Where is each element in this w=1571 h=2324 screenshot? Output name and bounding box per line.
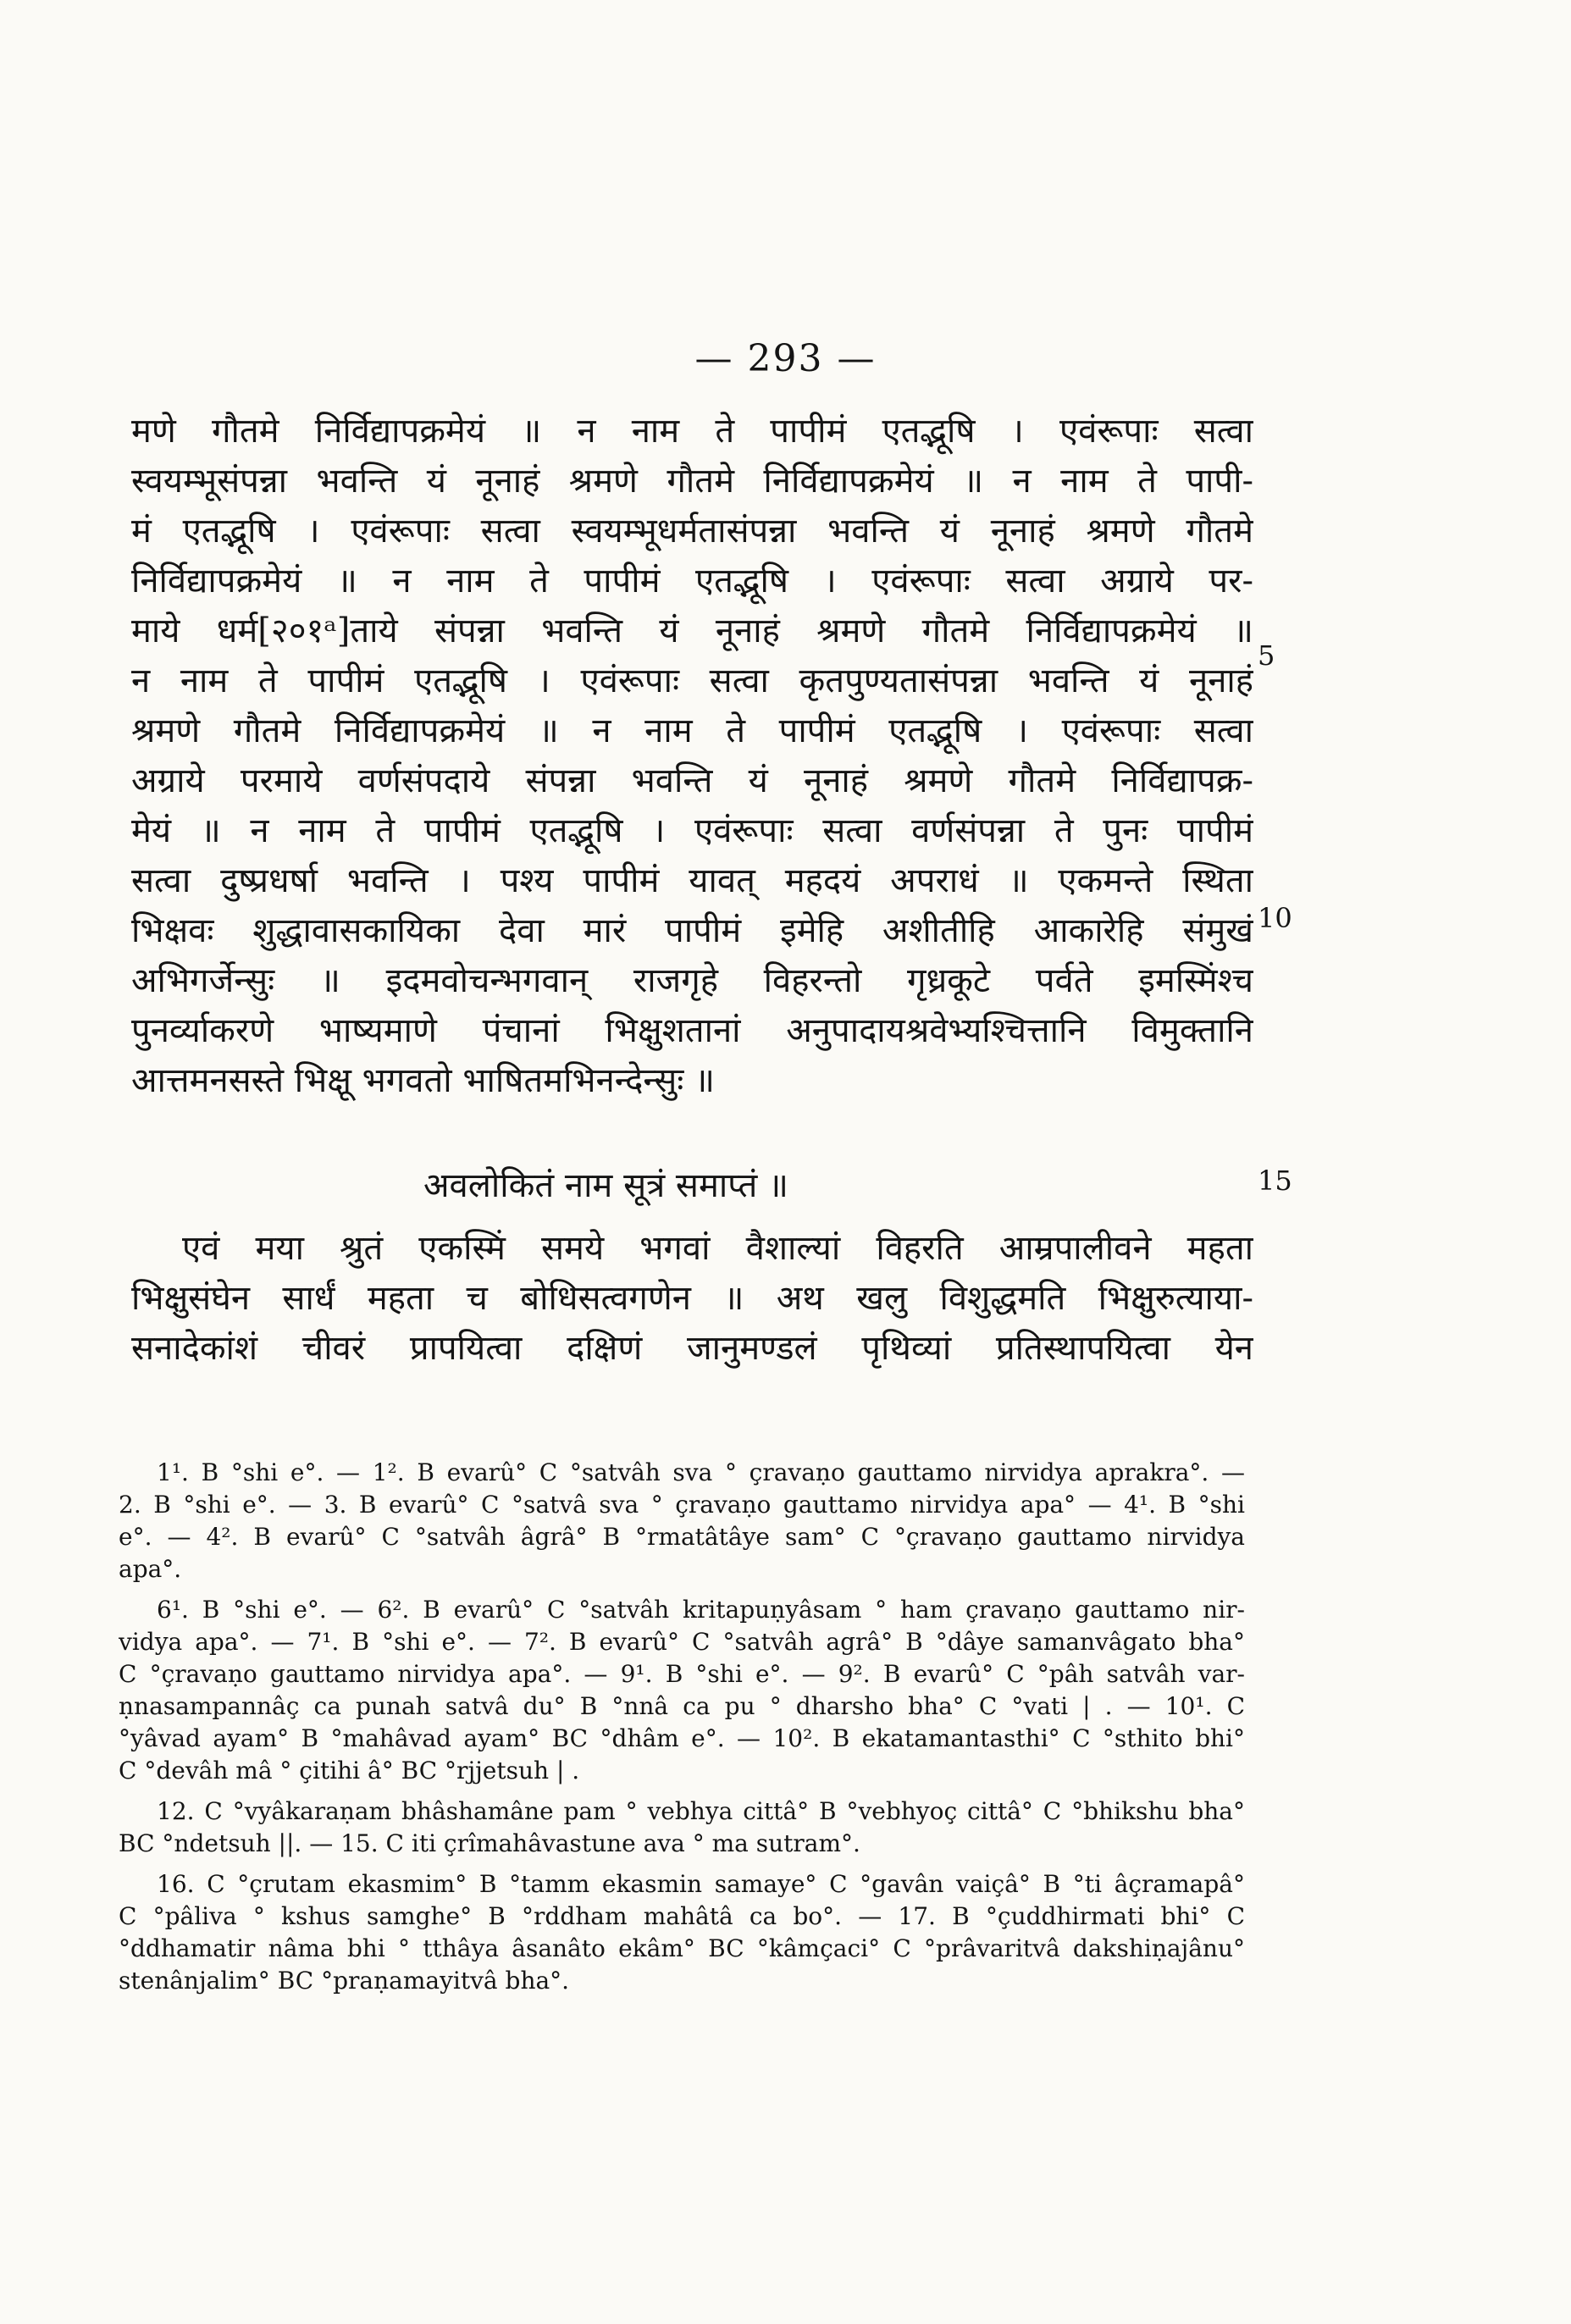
text-line: अभिगर्जेन्सुः ॥ इदमवोचन्भगवान् राजगृहे विहरन्तो गृध्रकूटे पर्वते इमस्मिंश्च [131, 961, 1253, 1000]
text-line: श्रमणे गौतमे निर्विद्यापक्रमेयं ॥ न नाम ते पापीमं एतद्भूषि । एवंरूपाः सत्वा [131, 711, 1253, 750]
main-text-paragraph-2 [131, 1224, 1253, 1374]
footnote-line: °yâvad ayam° B °mahâvad ayam° BC °dhâm e°. — 10². B ekatamantasthi° C °sthito bhi° [119, 1724, 1245, 1752]
footnote-line: BC °ndetsuh ||. — 15. C iti çrîmahâvastune ava ° ma sutram°. [119, 1829, 860, 1857]
footnotes [119, 1457, 1245, 2006]
text-line: भिक्षुसंघेन सार्धं महता च बोधिसत्वगणेन ॥ अथ खलु विशुद्धमति भिक्षुरुत्याया- [131, 1279, 1253, 1318]
text-line: अग्राये परमाये वर्णसंपदाये संपन्ना भवन्ति यं नूनाहं श्रमणे गौतमे निर्विद्यापक्र- [131, 761, 1253, 800]
text-line: माये धर्म[२०१ᵃ]ताये संपन्ना भवन्ति यं नूनाहं श्रमणे गौतमे निर्विद्यापक्रमेयं ॥ [131, 611, 1253, 650]
sutra-colophon-heading: अवलोकितं नाम सूत्रं समाप्तं ॥ [423, 1166, 789, 1205]
text-line: पुनर्व्याकरणे भाष्यमाणे पंचानां भिक्षुशतानां अनुपादायश्रवेभ्यश्चित्तानि विमुक्तानि [131, 1011, 1253, 1050]
footnote-line: °ddhamatir nâma bhi ° tthâya âsanâto ekâm° BC °kâmçaci° C °prâvaritvâ dakshiṇajânu° [119, 1934, 1245, 1962]
footnote-line: e°. — 4². B evarû° C °satvâh âgrâ° B °rmatâtâye sam° C °çravaṇo gauttamo nirvidya [119, 1523, 1245, 1551]
line-number: 15 [1258, 1165, 1292, 1197]
footnote-line: 2. B °shi e°. — 3. B evarû° C °satvâ sva ° çravaṇo gauttamo nirvidya apa° — 4¹. B °shi [119, 1491, 1245, 1519]
footnote-line: ṇnasampannâç ca punah satvâ du° B °nnâ ca pu ° dharsho bha° C °vati | . — 10¹. C [119, 1692, 1245, 1720]
text-line: मं एतद्भूषि । एवंरूपाः सत्वा स्वयम्भूधर्मतासंपन्ना भवन्ति यं नूनाहं श्रमणे गौतमे [131, 512, 1253, 551]
text-line: मेयं ॥ न नाम ते पापीमं एतद्भूषि । एवंरूपाः सत्वा वर्णसंपन्ना ते पुनः पापीमं [131, 811, 1253, 850]
footnote-paragraph [119, 1868, 1245, 1997]
text-line: न नाम ते पापीमं एतद्भूषि । एवंरूपाः सत्वा कृतपुण्यतासंपन्ना भवन्ति यं नूनाहं [131, 661, 1253, 700]
footnote-line: 16. C °çrutam ekasmim° B °tamm ekasmin samaye° C °gavân vaiçâ° B °ti âçramapâ° [157, 1870, 1245, 1898]
text-line: मणे गौतमे निर्विद्यापक्रमेयं ॥ न नाम ते पापीमं एतद्भूषि । एवंरूपाः सत्वा [131, 412, 1253, 451]
line-number: 10 [1258, 902, 1292, 934]
line-number: 5 [1258, 639, 1275, 672]
footnote-paragraph [119, 1457, 1245, 1585]
text-line: निर्विद्यापक्रमेयं ॥ न नाम ते पापीमं एतद्भूषि । एवंरूपाः सत्वा अग्राये पर- [131, 562, 1253, 600]
footnote-line: 12. C °vyâkaraṇam bhâshamâne pam ° vebhya cittâ° B °vebhyoç cittâ° C °bhikshu bha° [157, 1797, 1245, 1825]
main-text-paragraph-1 [131, 407, 1253, 1106]
text-line: सनादेकांशं चीवरं प्रापयित्वा दक्षिणं जानुमण्डलं पृथिव्यां प्रतिस्थापयित्वा येन [131, 1329, 1253, 1368]
text-line: आत्तमनसस्ते भिक्षू भगवतो भाषितमभिनन्देन्सुः ॥ [131, 1061, 716, 1100]
text-line: सत्वा दुष्प्रधर्षा भवन्ति । पश्य पापीमं यावत् महदयं अपराधं ॥ एकमन्ते स्थिता [131, 861, 1253, 900]
footnote-paragraph [119, 1796, 1245, 1860]
footnote-line: C °devâh mâ ° çitihi â° BC °rjjetsuh | . [119, 1757, 580, 1784]
text-line: एवं मया श्रुतं एकस्मिं समये भगवां वैशाल्यां विहरति आम्रपालीवने महता [182, 1229, 1253, 1268]
text-line: भिक्षवः शुद्धावासकायिका देवा मारं पापीमं इमेहि अशीतीहि आकारेहि संमुखं [131, 911, 1253, 950]
page-number: — 293 — [694, 337, 877, 380]
footnote-line: apa°. [119, 1555, 182, 1583]
text-line: स्वयम्भूसंपन्ना भवन्ति यं नूनाहं श्रमणे गौतमे निर्विद्यापक्रमेयं ॥ न नाम ते पापी- [131, 462, 1253, 501]
footnote-line: vidya apa°. — 7¹. B °shi e°. — 7². B evarû° C °satvâh agrâ° B °dâye samanvâgato bha° [119, 1628, 1245, 1656]
footnote-paragraph [119, 1594, 1245, 1787]
footnote-line: 1¹. B °shi e°. — 1². B evarû° C °satvâh sva ° çravaṇo gauttamo nirvidya aprakra°. — [157, 1458, 1245, 1486]
footnote-line: C °çravaṇo gauttamo nirvidya apa°. — 9¹. B °shi e°. — 9². B evarû° C °pâh satvâh var- [119, 1660, 1245, 1688]
footnote-line: 6¹. B °shi e°. — 6². B evarû° C °satvâh kritapuṇyâsam ° ham çravaṇo gauttamo nir- [157, 1596, 1245, 1624]
footnote-line: C °pâliva ° kshus samghe° B °rddham mahâtâ ca bo°. — 17. B °çuddhirmati bhi° C [119, 1902, 1245, 1930]
footnote-line: stenânjalim° BC °praṇamayitvâ bha°. [119, 1967, 570, 1995]
